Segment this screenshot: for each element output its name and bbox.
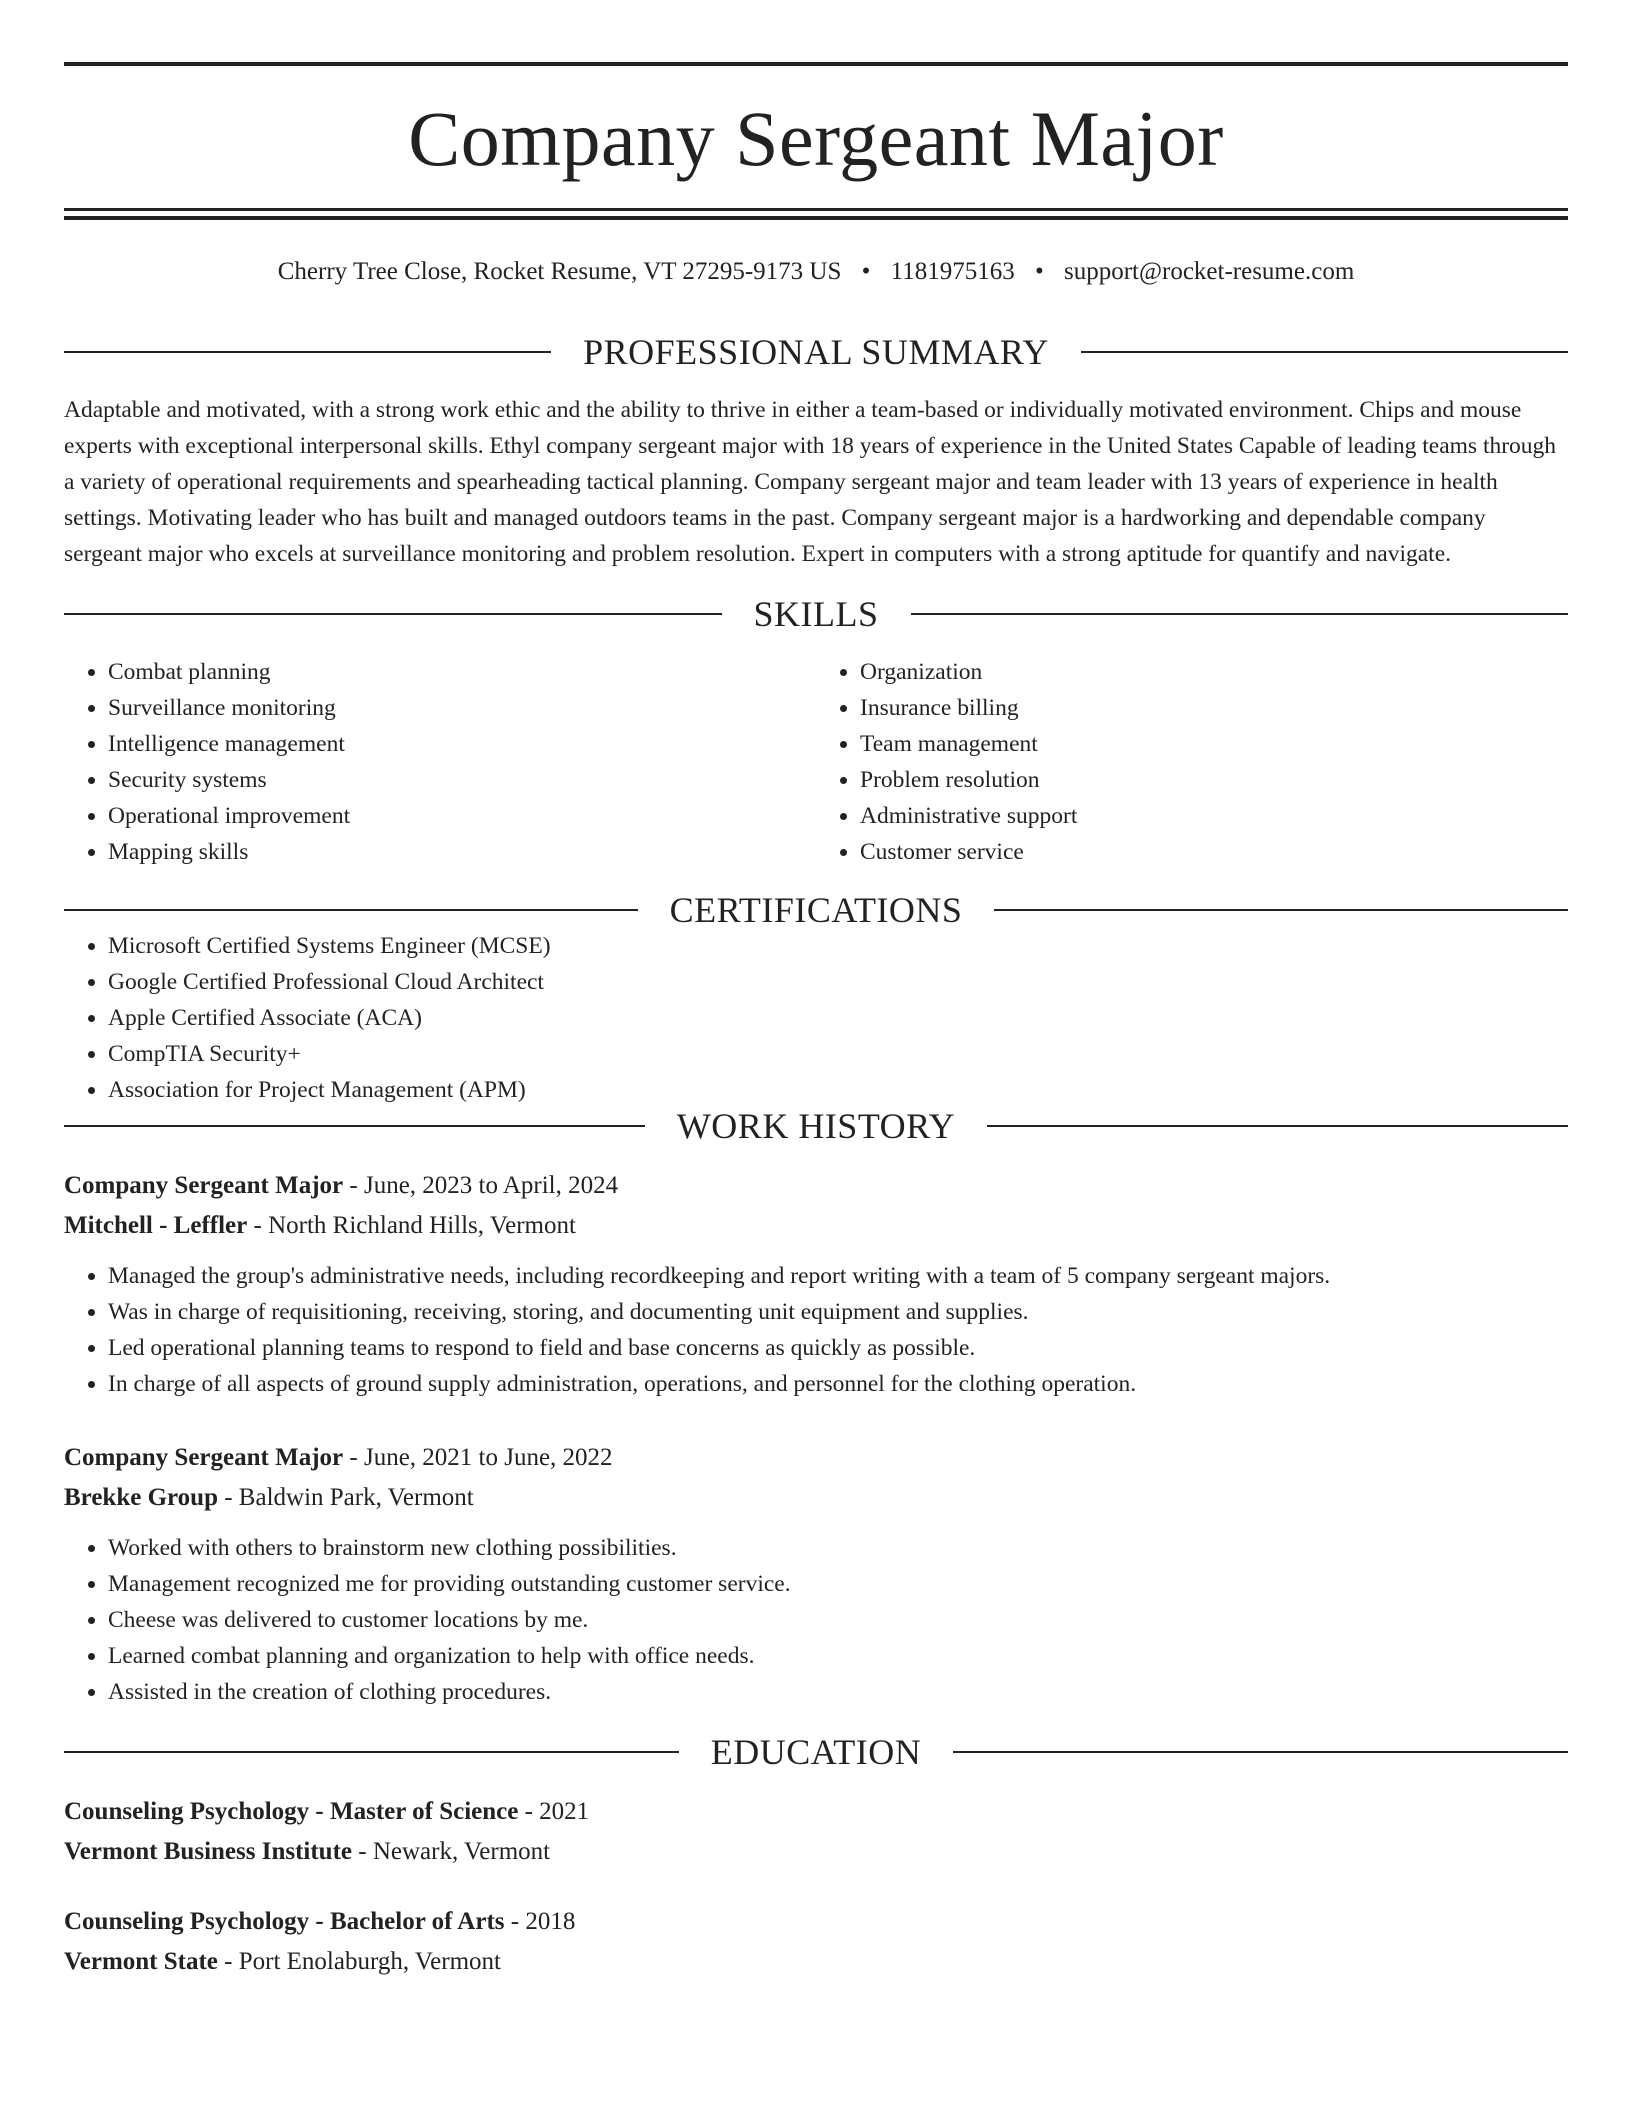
job-bullets [64,1258,1568,1402]
job-employer: Mitchell - Leffler [64,1212,248,1239]
job-bullet: • In charge of all aspects of ground supply administration, operations, and personnel for the clothing operation. [108,1366,1568,1402]
skill-item: • Customer service [860,834,1568,870]
job-bullet: • Cheese was delivered to customer locations by me. [108,1602,1568,1638]
job-title-line [64,1438,1568,1478]
heading-rule-left [64,909,638,911]
job-bullet: • Management recognized me for providing outstanding customer service. [108,1566,1568,1602]
education-entry [64,1902,1568,1982]
education-school: Vermont State [64,1948,218,1975]
heading-rule-right [953,1751,1568,1753]
section-spacer [64,1710,1568,1734]
contact-phone: 1181975163 [890,258,1015,285]
skill-item: • Security systems [108,762,816,798]
job-bullet: • Assisted in the creation of clothing procedures. [108,1674,1568,1710]
job-bullet: • Was in charge of requisitioning, receiving, storing, and documenting unit equipment and supplies. [108,1294,1568,1330]
job-bullet: • Led operational planning teams to respond to field and base concerns as quickly as possible. [108,1330,1568,1366]
certifications-list [64,928,1568,1108]
summary-text: Adaptable and motivated, with a strong work ethic and the ability to thrive in either a team-based or individually motivated environment. Chips and mouse experts with exceptional interpersonal skills. Ethyl company sergeant major with 18 years of experience in the United States Capable of leading teams through a variety of operational requirements and spearheading tactical planning. Company sergeant major and team leader with 13 years of experience in health settings. Motivating leader who has built and managed outdoors teams in the past. Company sergeant major is a hardworking and dependable company sergeant major who excels at surveillance monitoring and problem resolution. Expert in computers with a strong aptitude for quantify and navigate. [64,397,1557,567]
job-role: Company Sergeant Major [64,1444,344,1471]
certification-item: • Microsoft Certified Systems Engineer (MCSE) [108,928,1568,964]
heading-rule-left [64,613,722,615]
education-year: - 2021 [518,1798,590,1825]
job-employer-line [64,1478,1568,1518]
summary-heading [64,334,1568,370]
contact-line [64,258,1568,286]
summary-title: PROFESSIONAL SUMMARY [583,332,1049,372]
job-employer: Brekke Group [64,1484,218,1511]
certification-item: • CompTIA Security+ [108,1036,1568,1072]
contact-separator: • [861,258,871,285]
education-heading [64,1734,1568,1770]
skill-item: • Team management [860,726,1568,762]
heading-rule-right [1081,351,1568,353]
job-bullets [64,1530,1568,1710]
education-school-line [64,1832,1568,1872]
education-degree-line [64,1792,1568,1832]
skills-title: SKILLS [753,594,879,634]
job-location: - Baldwin Park, Vermont [217,1484,474,1511]
heading-rule-left [64,1125,645,1127]
certifications-title: CERTIFICATIONS [669,890,963,930]
education-degree: Counseling Psychology - Master of Science [64,1798,519,1825]
education-entry [64,1792,1568,1872]
double-rule [64,208,1568,220]
job-title-line [64,1166,1568,1206]
skill-item: • Operational improvement [108,798,816,834]
certification-item: • Google Certified Professional Cloud Architect [108,964,1568,1000]
heading-rule-left [64,351,551,353]
skills-columns [64,654,1568,870]
education-year: - 2018 [504,1908,576,1935]
certification-item: • Association for Project Management (APM) [108,1072,1568,1108]
heading-rule-left [64,1751,679,1753]
heading-rule-right [911,613,1569,615]
skill-item: • Organization [860,654,1568,690]
job-entry [64,1166,1568,1402]
job-bullet: • Worked with others to brainstorm new clothing possibilities. [108,1530,1568,1566]
education-title: EDUCATION [710,1732,922,1772]
job-employer-line [64,1206,1568,1246]
job-bullet: • Managed the group's administrative needs, including recordkeeping and report writing with a team of 5 company sergeant majors. [108,1258,1568,1294]
skill-item: • Administrative support [860,798,1568,834]
candidate-name: Company Sergeant Major [408,95,1224,182]
skill-item: • Insurance billing [860,690,1568,726]
education-school-line [64,1942,1568,1982]
education-location: - Newark, Vermont [352,1838,551,1865]
job-dates: - June, 2023 to April, 2024 [343,1172,619,1199]
job-location: - North Richland Hills, Vermont [247,1212,576,1239]
certifications-heading [64,892,1568,928]
job-role: Company Sergeant Major [64,1172,344,1199]
skill-item: • Problem resolution [860,762,1568,798]
job-dates: - June, 2021 to June, 2022 [343,1444,613,1471]
skill-item: • Combat planning [108,654,816,690]
education-location: - Port Enolaburgh, Vermont [217,1948,501,1975]
skill-item: • Surveillance monitoring [108,690,816,726]
skill-item: • Intelligence management [108,726,816,762]
education-school: Vermont Business Institute [64,1838,353,1865]
education-degree: Counseling Psychology - Bachelor of Arts [64,1908,505,1935]
skills-list-right [816,654,1568,870]
education-degree-line [64,1902,1568,1942]
top-rule [64,62,1568,66]
heading-rule-right [987,1125,1568,1127]
skill-item: • Mapping skills [108,834,816,870]
work-heading [64,1108,1568,1144]
contact-email: support@rocket-resume.com [1063,258,1355,285]
job-bullet: • Learned combat planning and organization to help with office needs. [108,1638,1568,1674]
skills-heading [64,596,1568,632]
job-entry [64,1438,1568,1710]
skills-list-left [64,654,816,870]
contact-address: Cherry Tree Close, Rocket Resume, VT 27295-9173 US [277,258,842,285]
heading-rule-right [994,909,1568,911]
certification-item: • Apple Certified Associate (ACA) [108,1000,1568,1036]
contact-separator: • [1034,258,1044,285]
work-title: WORK HISTORY [676,1106,956,1146]
